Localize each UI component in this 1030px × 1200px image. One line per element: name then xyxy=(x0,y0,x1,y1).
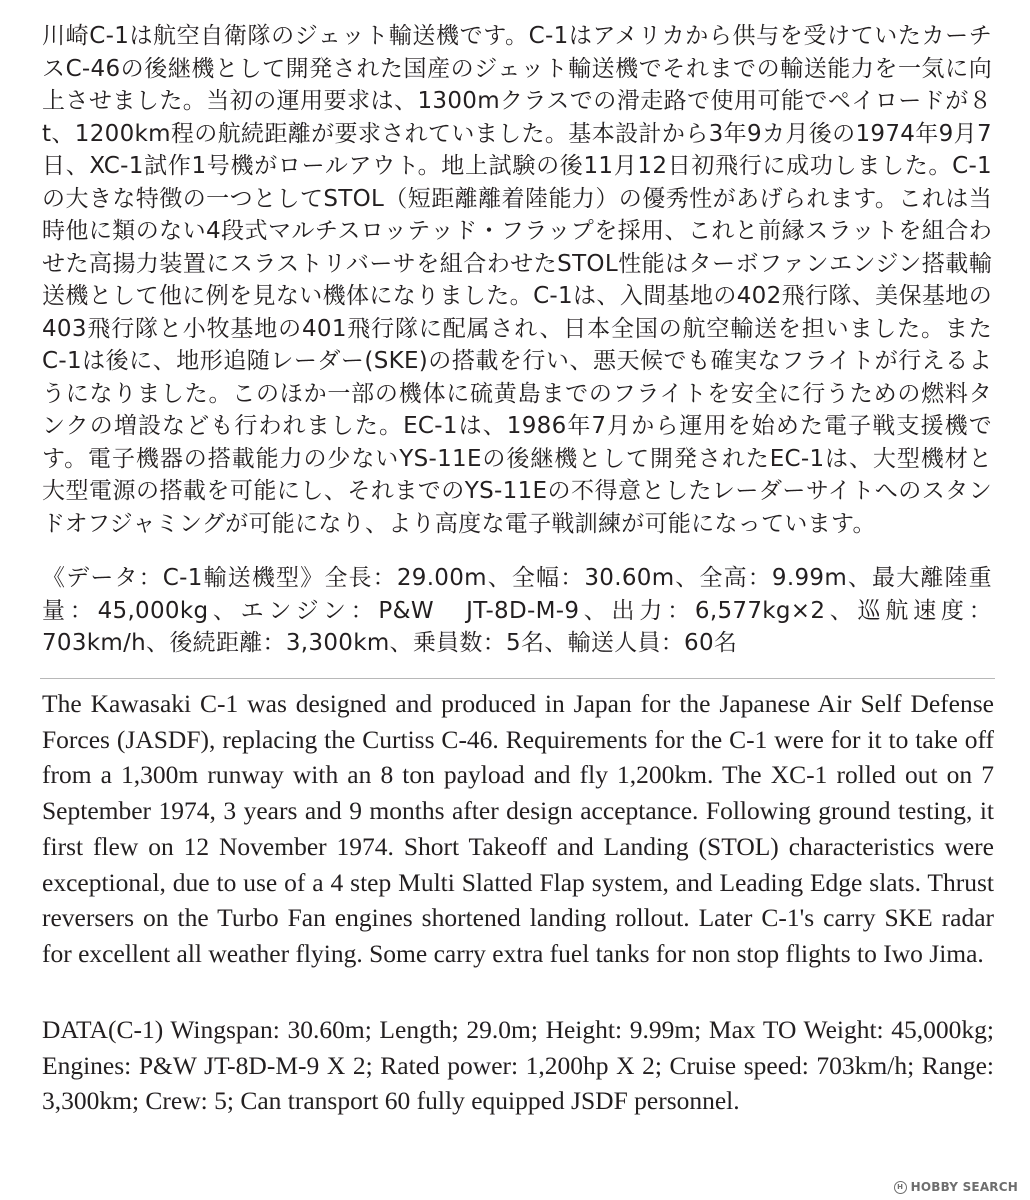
hobby-search-logo-icon: H xyxy=(894,1181,907,1194)
english-description-paragraph: The Kawasaki C-1 was designed and produced in Japan for the Japanese Air Self Defense Forces (JASDF), replacing the Curtiss C-46. Requirements for the C-1 were for it to take off from a 1,300m runway with an 8 ton payload and fly 1,200km. The XC-1 rolled out on 7 September 1974, 3 years and 9 months after design acceptance. Following ground testing, it first flew on 12 November 1974. Short Takeoff and Landing (STOL) characteristics were exceptional, due to use of a 4 step Multi Slatted Flap system, and Leading Edge slats. Thrust reversers on the Turbo Fan engines shortened landing rollout. Later C-1's carry SKE radar for excellent all weather flying. Some carry extra fuel tanks for non stop flights to Iwo Jima. xyxy=(42,689,994,968)
japanese-description-paragraph: 川崎C-1は航空自衛隊のジェット輸送機です。C-1はアメリカから供与を受けていたカーチスC-46の後継機として開発された国産のジェット輸送機でそれまでの輸送能力を一気に向上させました。当初の運用要求は、1300mクラスでの滑走路で使用可能でペイロードが８t、1200km程の航続距離が要求されていました。基本設計から3年9カ月後の1974年9月7日、XC-1試作1号機がロールアウト。地上試験の後11月12日初飛行に成功しました。C-1の大きな特徴の一つとしてSTOL（短距離離着陸能力）の優秀性があげられます。これは当時他に類のない4段式マルチスロッテッド・フラップを採用、これと前縁スラットを組合わせた高揚力装置にスラストリバーサを組合わせたSTOL性能はターボファンエンジン搭載輸送機として他に例を見ない機体になりました。C-1は、入間基地の402飛行隊、美保基地の403飛行隊と小牧基地の401飛行隊に配属され、日本全国の航空輸送を担いました。またC-1は後に、地形追随レーダー(SKE)の搭載を行い、悪天候でも確実なフライトが行えるようになりました。このほか一部の機体に硫黄島までのフライトを安全に行うための燃料タンクの増設なども行われました。EC-1は、1986年7月から運用を始めた電子戦支援機です。電子機器の搭載能力の少ないYS-11Eの後継機として開発されたEC-1は、大型機材と大型電源の搭載を可能にし、それまでのYS-11Eの不得意としたレーダーサイトへのスタンドオフジャミングが可能になり、より高度な電子戦訓練が可能になっています。 xyxy=(42,23,992,537)
watermark-text: HOBBY SEARCH xyxy=(910,1180,1018,1194)
english-data-paragraph: DATA(C-1) Wingspan: 30.60m; Length; 29.0m; Height: 9.99m; Max TO Weight: 45,000kg; Engines: P&W JT-8D-M-9 X 2; Rated power: 1,200hp X 2; Cruise speed: 703km/h; Range: 3,300km; Crew: 5; Can transport 60 fully equipped JSDF personnel. xyxy=(42,1015,994,1116)
hobby-search-watermark xyxy=(894,1180,1018,1194)
japanese-data-paragraph: 《データ：C-1輸送機型》全長：29.00m、全幅：30.60m、全高：9.99m、最大離陸重量：45,000kg、エンジン：P&W JT-8D-M-9、出力：6,577kg×2、巡航速度：703km/h、後続距離：3,300km、乗員数：5名、輸送人員：60名 xyxy=(42,565,992,656)
section-divider xyxy=(40,678,995,679)
